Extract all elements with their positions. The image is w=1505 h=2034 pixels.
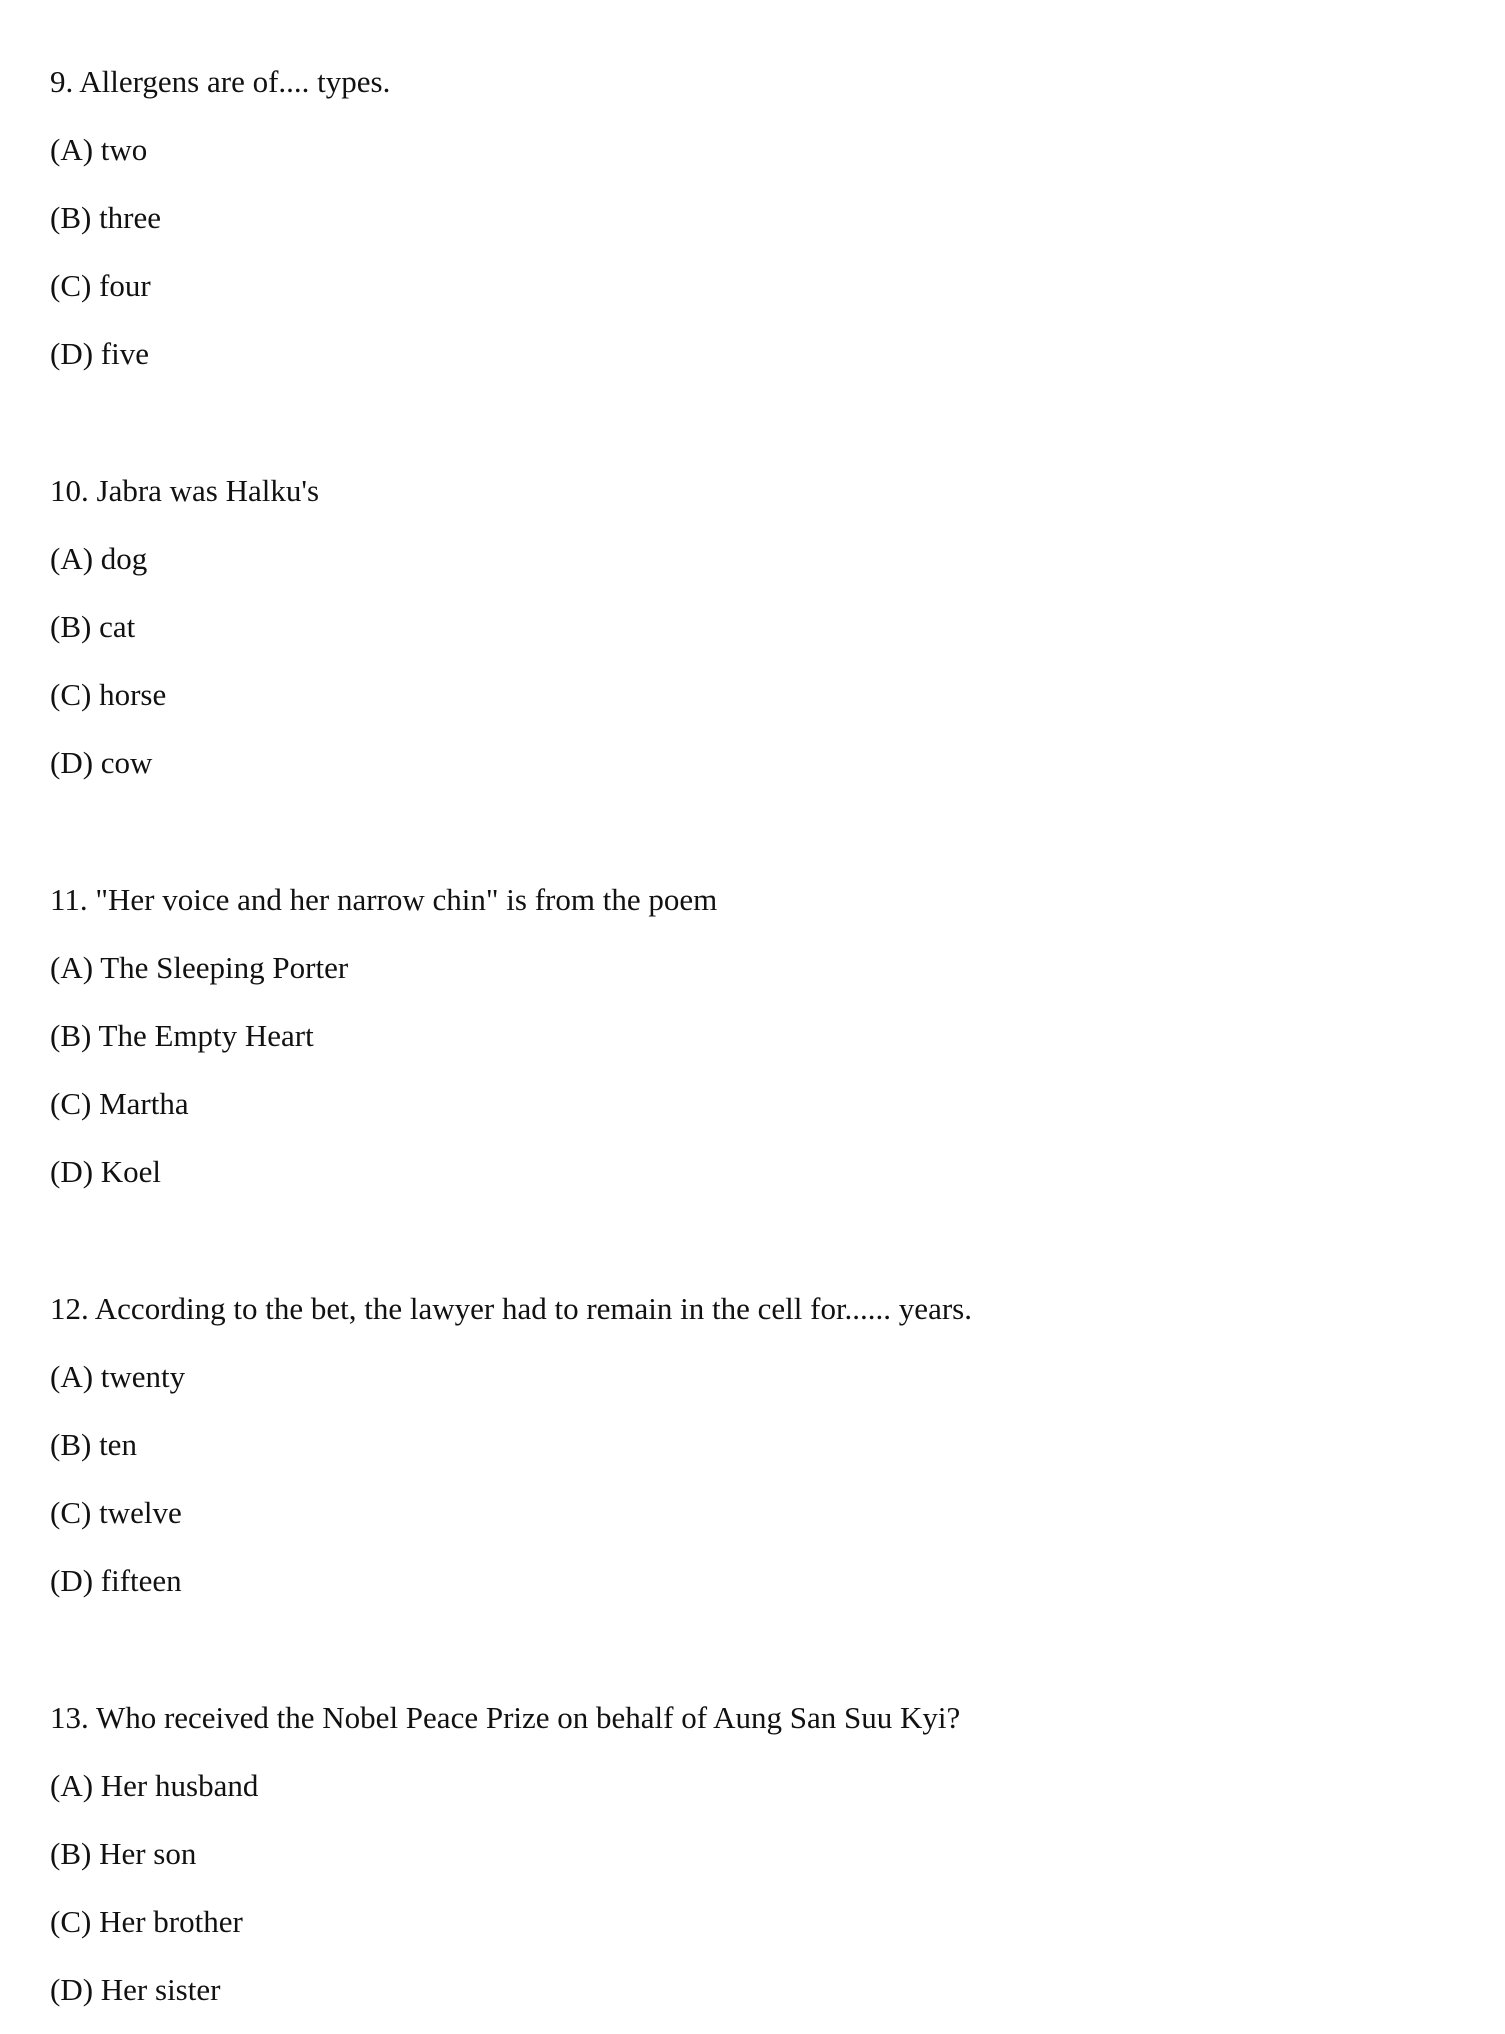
option-c: (C) four xyxy=(50,268,151,303)
option-c: (C) Her brother xyxy=(50,1904,243,1939)
option-c: (C) Martha xyxy=(50,1086,189,1121)
option-d: (D) five xyxy=(50,336,149,371)
option-c: (C) horse xyxy=(50,677,167,712)
option-a: (A) two xyxy=(50,132,148,167)
question-text: 11. "Her voice and her narrow chin" is from the poem xyxy=(50,882,718,917)
option-d: (D) cow xyxy=(50,745,153,780)
option-d: (D) fifteen xyxy=(50,1563,182,1598)
option-b: (B) Her son xyxy=(50,1836,197,1871)
option-d: (D) Her sister xyxy=(50,1972,221,2007)
option-a: (A) dog xyxy=(50,541,148,576)
question-13 xyxy=(50,1684,1505,2024)
question-12 xyxy=(50,1275,1505,1615)
question-10 xyxy=(50,457,1505,797)
question-text: 12. According to the bet, the lawyer had to remain in the cell for...... years. xyxy=(50,1291,972,1326)
option-b: (B) three xyxy=(50,200,162,235)
option-b: (B) The Empty Heart xyxy=(50,1018,314,1053)
option-a: (A) twenty xyxy=(50,1359,186,1394)
option-a: (A) The Sleeping Porter xyxy=(50,950,349,985)
question-9 xyxy=(50,48,1505,388)
question-text: 9. Allergens are of.... types. xyxy=(50,64,391,99)
question-11 xyxy=(50,866,1505,1206)
option-b: (B) ten xyxy=(50,1427,137,1462)
option-c: (C) twelve xyxy=(50,1495,182,1530)
option-a: (A) Her husband xyxy=(50,1768,259,1803)
question-text: 13. Who received the Nobel Peace Prize on behalf of Aung San Suu Kyi? xyxy=(50,1700,961,1735)
option-d: (D) Koel xyxy=(50,1154,162,1189)
option-b: (B) cat xyxy=(50,609,136,644)
question-text: 10. Jabra was Halku's xyxy=(50,473,320,508)
